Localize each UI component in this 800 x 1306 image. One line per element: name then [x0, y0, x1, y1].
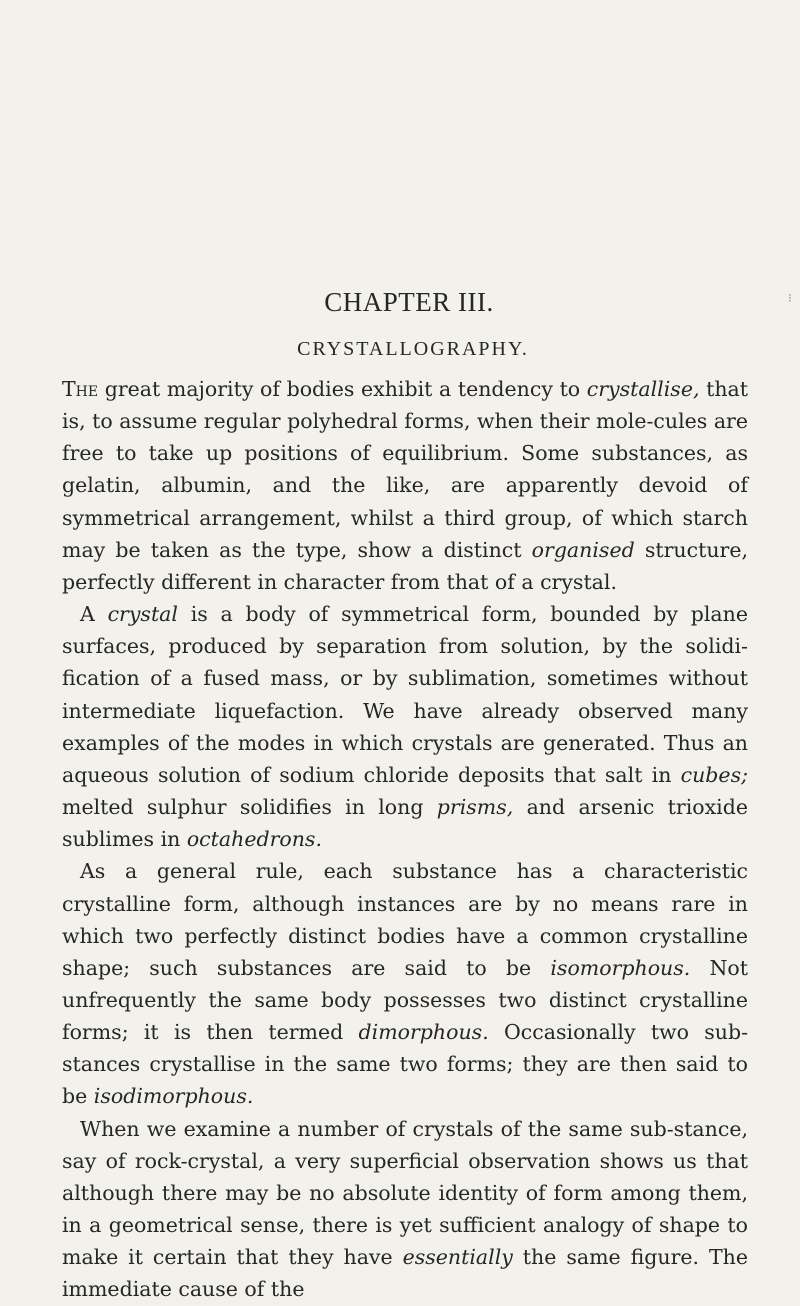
lead-word: The [62, 377, 99, 401]
text-run: Occasionally two sub-stances crystallise in the same two forms; they are then said to be [62, 1020, 749, 1109]
italic-term: isodimorphous. [93, 1084, 254, 1109]
section-heading: CRYSTALLOGRAPHY. [297, 338, 529, 360]
italic-term: cubes; [680, 762, 748, 787]
paragraph-4 [62, 1113, 748, 1306]
margin-mark-glyph: ⁝ [788, 291, 792, 305]
italic-term: octahedrons. [186, 827, 322, 852]
italic-term: isomorphous. [550, 955, 691, 980]
paragraph-1 [62, 373, 748, 598]
paragraph-2 [62, 598, 748, 855]
italic-term: dimorphous. [358, 1020, 489, 1045]
chapter-heading: CHAPTER III. [324, 287, 494, 317]
paragraph-3 [62, 855, 748, 1112]
italic-term: crystallise, [586, 377, 700, 401]
text-run: As a general rule, each substance has a characteristic crystalline form, although instances are by no means rare in which two perfectly distinct bodies have a common crystalline shape; such substances are said to be [62, 859, 748, 980]
text-run: the same figure. The immediate cause of the [62, 1245, 749, 1302]
italic-term: essentially [402, 1245, 513, 1270]
italic-term: organised [531, 537, 635, 562]
text-run: is a body of symmetrical form, bounded by plane surfaces, produced by separation from solution, by the solidi-fication of a fused mass, or by sublimation, sometimes without intermediate liquefaction. We have already observed many examples of the modes in which crystals are generated. Thus an aqueous solution of sodium chloride deposits that salt in [62, 602, 748, 787]
text-run: Not unfrequently the same body possesses two distinct crystalline forms; it is then termed [62, 955, 748, 1045]
text-run: great majority of bodies exhibit a tendency to [98, 377, 587, 401]
text-run: When we examine a number of crystals of the same sub-stance, say of rock-crystal, a very superficial observation shows us that although there may be no absolute identity of form among them, in a geometrical sense, there is yet sufficient analogy of shape to make it certain that they have [62, 1116, 748, 1270]
italic-term: crystal [107, 602, 178, 627]
text-run: structure, perfectly different in character from that of a crystal. [62, 537, 748, 594]
italic-term: prisms, [436, 795, 514, 820]
text-run: and arsenic trioxide sublimes in [62, 795, 748, 852]
body-text [62, 373, 748, 1306]
text-run: melted sulphur solidifies in long [62, 795, 437, 820]
text-run: that is, to assume regular polyhedral forms, when their mole-cules are free to take up positions of equilibrium. Some substances, as gelatin, albumin, and the like, are apparently devoid of symmetrical arrangement, whilst a third group, of which starch may be taken as the type, show a distinct [62, 377, 748, 562]
text-run: A [80, 602, 108, 627]
